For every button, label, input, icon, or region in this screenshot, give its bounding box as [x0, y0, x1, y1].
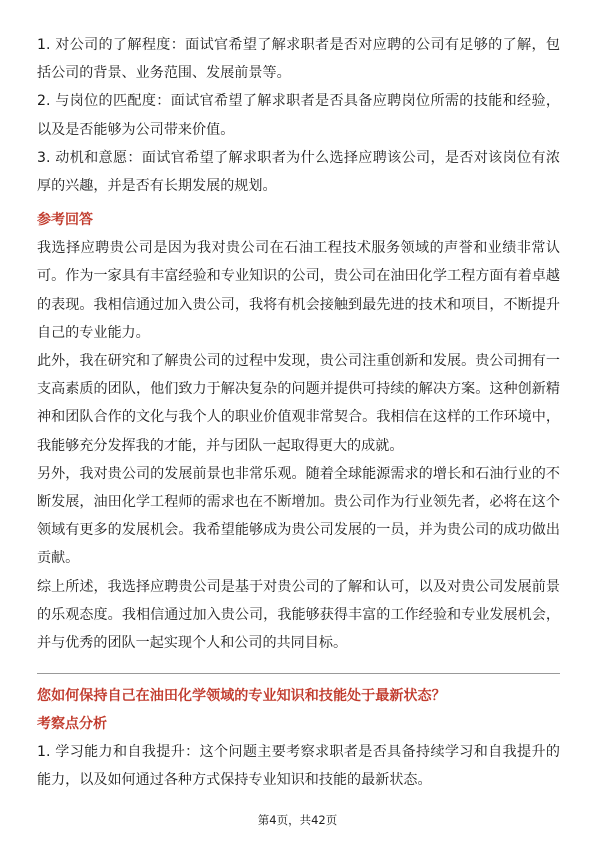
analysis-title: 考察点分析 [37, 716, 107, 733]
reference-paragraph-3: 另外，我对贵公司的发展前景也非常乐观。随着全球能源需求的增长和石油行业的不断发展，油田化学工程师的需求也在不断增加。贵公司作为行业领先者，必将在这个领域有更多的发展机会。我希望能够成为贵公司发展的一员，并为贵公司的成功做出贡献。 [37, 465, 560, 567]
analysis-item-2: 2. 与岗位的匹配度：面试官希望了解求职者是否具备应聘岗位所需的技能和经验，以及是否能够为公司带来价值。 [37, 93, 560, 138]
reference-paragraph-1: 我选择应聘贵公司是因为我对贵公司在石油工程技术服务领域的声誉和业绩非常认可。作为一家具有丰富经验和专业知识的公司，贵公司在油田化学工程方面有着卓越的表现。我相信通过加入贵公司，我将有机会接触到最先进的技术和项目，不断提升自己的专业能力。 [37, 240, 560, 341]
reference-answer-title: 参考回答 [37, 212, 93, 229]
next-analysis-item-1: 1. 学习能力和自我提升：这个问题主要考察求职者是否具备持续学习和自我提升的能力，以及如何通过各种方式保持专业知识和技能的最新状态。 [37, 744, 560, 789]
page-number: 第4页，共42页 [257, 813, 338, 827]
section-divider [37, 673, 560, 674]
question-heading: 您如何保持自己在油田化学领域的专业知识和技能处于最新状态？ [37, 688, 446, 705]
reference-paragraph-4: 综上所述，我选择应聘贵公司是基于对贵公司的了解和认可，以及对贵公司发展前景的乐观态度。我相信通过加入贵公司，我能够获得丰富的工作经验和专业发展机会，并与优秀的团队一起实现个人和公司的共同目标。 [37, 578, 560, 652]
analysis-item-1: 1. 对公司的了解程度：面试官希望了解求职者是否对应聘的公司有足够的了解，包括公司的背景、业务范围、发展前景等。 [37, 37, 560, 82]
page-content [37, 31, 560, 795]
analysis-item-3: 3. 动机和意愿：面试官希望了解求职者为什么选择应聘该公司，是否对该岗位有浓厚的兴趣，并是否有长期发展的规划。 [37, 149, 560, 195]
reference-paragraph-2: 此外，我在研究和了解贵公司的过程中发现，贵公司注重创新和发展。贵公司拥有一支高素质的团队，他们致力于解决复杂的问题并提供可持续的解决方案。这种创新精神和团队合作的文化与我个人的职业价值观非常契合。我相信在这样的工作环境中，我能够充分发挥我的才能，并与团队一起取得更大的成就。 [37, 353, 560, 454]
